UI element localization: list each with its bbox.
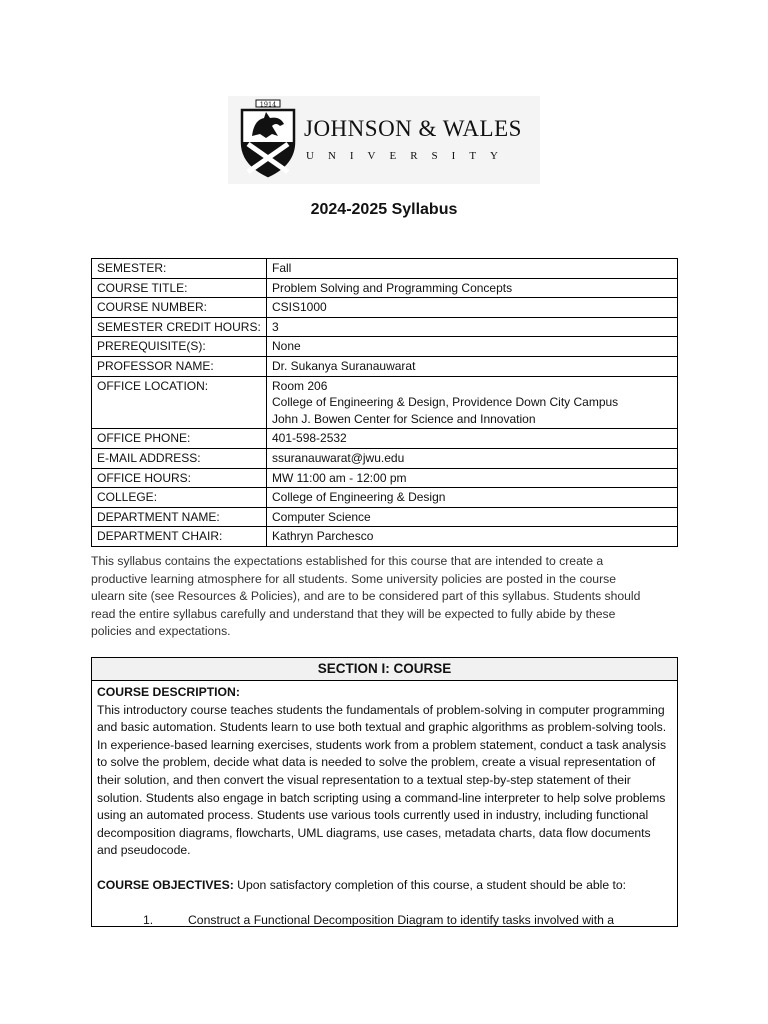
syllabus-intro <box>91 553 651 641</box>
info-value <box>267 429 678 449</box>
page-title: 2024-2025 Syllabus <box>310 201 458 218</box>
info-value <box>267 527 678 547</box>
info-label: DEPARTMENT CHAIR: <box>92 527 267 547</box>
info-label: SEMESTER: <box>92 259 267 279</box>
info-row <box>92 468 678 488</box>
info-value <box>267 468 678 488</box>
info-row <box>92 278 678 298</box>
section-heading: SECTION I: COURSE <box>92 658 677 681</box>
info-row <box>92 527 678 547</box>
info-value-line: John J. Bowen Center for Science and Innovation <box>272 411 536 426</box>
course-info-table <box>91 258 678 547</box>
info-value-line: College of Engineering & Design <box>272 490 446 505</box>
info-label: PROFESSOR NAME: <box>92 356 267 376</box>
info-value-line: 401-598-2532 <box>272 431 347 446</box>
course-objectives <box>97 877 672 895</box>
info-label: COURSE TITLE: <box>92 278 267 298</box>
info-value <box>267 448 678 468</box>
info-value-line: Problem Solving and Programming Concepts <box>272 280 513 295</box>
objective-text: Construct a Functional Decomposition Diagram to identify tasks involved with a <box>188 912 615 927</box>
info-label: OFFICE LOCATION: <box>92 376 267 429</box>
objective-item <box>97 912 672 927</box>
info-row <box>92 507 678 527</box>
section-course <box>91 657 678 927</box>
info-value-line: College of Engineering & Design, Providence Down City Campus <box>272 395 619 410</box>
intro-paragraph: This syllabus contains the expectations established for this course that are intended to create a productive learning atmosphere for all students. Some university policies are posted in the course ulearn site (see Resources & Policies), and are to be considered part of this syllabus. Students should read the entire syllabus carefully and understand that they will be expected to fully abide by these policies and expectations. <box>91 554 641 638</box>
info-label: PREREQUISITE(S): <box>92 337 267 357</box>
info-value-line: Kathryn Parchesco <box>272 529 374 544</box>
info-label: DEPARTMENT NAME: <box>92 507 267 527</box>
info-value <box>267 488 678 508</box>
info-value <box>267 298 678 318</box>
course-objectives-intro: Upon satisfactory completion of this course, a student should be able to: <box>233 877 627 892</box>
info-row <box>92 317 678 337</box>
info-row <box>92 356 678 376</box>
info-value-line: None <box>272 339 301 354</box>
logo-name: JOHNSON & WALES <box>304 116 522 141</box>
university-logo <box>228 96 540 184</box>
shield-crest-icon <box>236 98 300 178</box>
info-value <box>267 317 678 337</box>
info-row <box>92 488 678 508</box>
course-description-label: COURSE DESCRIPTION: <box>97 685 240 699</box>
info-value-line: Fall <box>272 261 292 275</box>
info-value <box>267 337 678 357</box>
info-value <box>267 278 678 298</box>
info-value <box>267 376 678 429</box>
info-row <box>92 448 678 468</box>
info-label: OFFICE PHONE: <box>92 429 267 449</box>
info-label: COLLEGE: <box>92 488 267 508</box>
info-value <box>267 259 678 279</box>
info-value <box>267 356 678 376</box>
info-value-line: 3 <box>272 319 279 334</box>
info-row <box>92 259 678 279</box>
course-objectives-label: COURSE OBJECTIVES: <box>97 877 234 892</box>
info-value-line: Dr. Sukanya Suranauwarat <box>272 358 416 373</box>
info-row <box>92 298 678 318</box>
info-value-line: Room 206 <box>272 378 328 393</box>
objective-number: 1. <box>143 912 154 927</box>
info-value-line: MW 11:00 am - 12:00 pm <box>272 470 407 485</box>
info-value-line: Computer Science <box>272 509 371 524</box>
info-label: OFFICE HOURS: <box>92 468 267 488</box>
logo-subtitle: UNIVERSITY <box>306 150 512 162</box>
info-value-line: ssuranauwarat@jwu.edu <box>272 450 405 465</box>
info-value-line: CSIS1000 <box>272 300 327 315</box>
logo-year: 1914 <box>259 100 277 109</box>
info-label: SEMESTER CREDIT HOURS: <box>92 317 267 337</box>
objectives-list <box>97 912 672 927</box>
info-value <box>267 507 678 527</box>
info-label: COURSE NUMBER: <box>92 298 267 318</box>
info-label: E-MAIL ADDRESS: <box>92 448 267 468</box>
course-description-text: This introductory course teaches students the fundamentals of problem-solving in computer programming and basic automation. Students learn to use both textual and graphic algorithms as problem-solving tools. In experience-based learning exercises, students work from a problem statement, conduct a task analysis to solve the problem, decide what data is needed to solve the problem, create a visual representation of their solution, and then convert the visual representation to a textual step-by-step statement of their solution. Students also engage in batch scripting using a command-line interpreter to help solve problems using an automated process. Students use various tools currently used in industry, including functional decomposition diagrams, flowcharts, UML diagrams, use cases, metadata charts, data flow documents and pseudocode. <box>97 702 667 858</box>
info-row <box>92 429 678 449</box>
info-row <box>92 376 678 429</box>
info-row <box>92 337 678 357</box>
